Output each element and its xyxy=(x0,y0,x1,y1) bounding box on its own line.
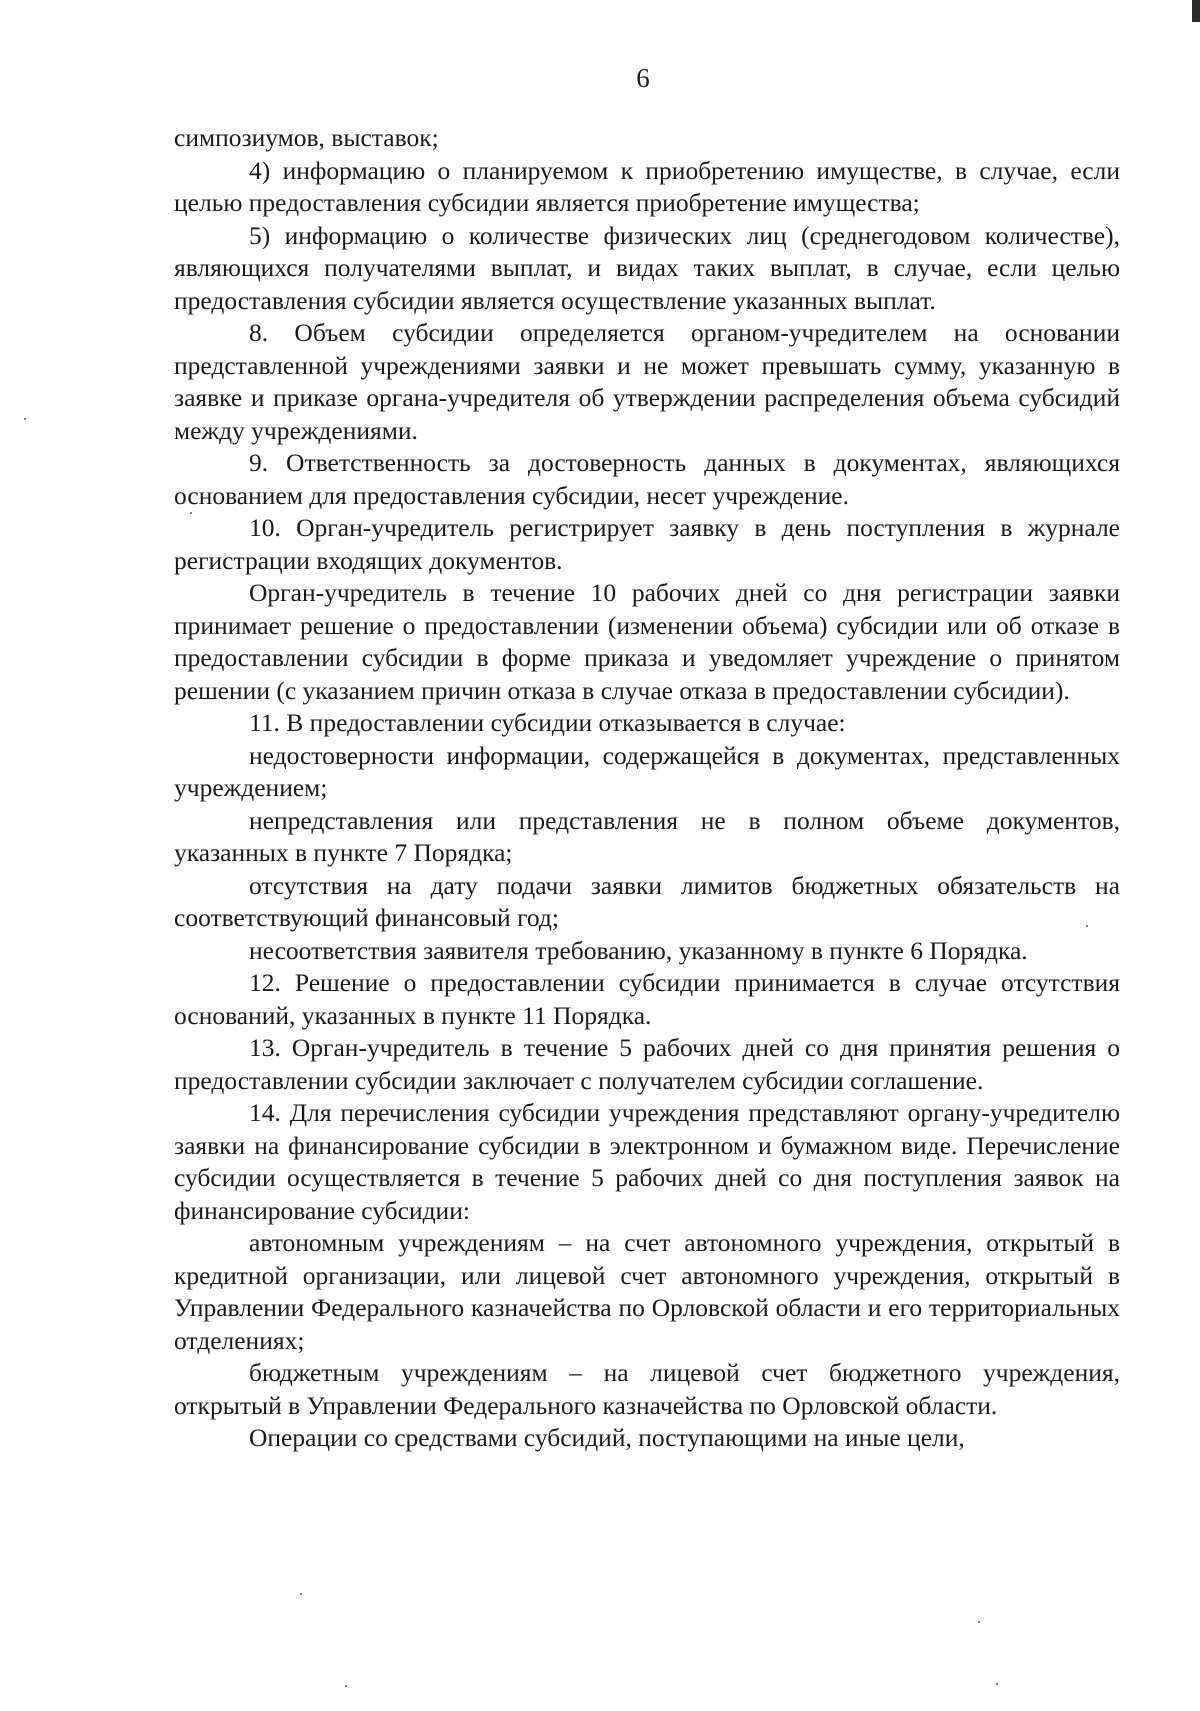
document-body xyxy=(174,122,1120,1455)
paragraph: отсутствия на дату подачи заявки лимитов бюджетных обязательств на соответствующий финансовый год; xyxy=(174,870,1120,932)
paragraph: 8. Объем субсидии определяется органом-учредителем на основании представленной учреждениями заявки и не может превышать сумму, указанную в заявке и приказе органа-учредителя об утверждении распределения объема субсидий между учреждениями. xyxy=(174,318,1120,445)
paragraph: 11. В предоставлении субсидии отказывается в случае: xyxy=(249,708,846,737)
paragraph: 13. Орган-учредитель в течение 5 рабочих дней со дня принятия решения о предоставлении субсидии заключает с получателем субсидии соглашение. xyxy=(174,1033,1120,1095)
paragraph: несоответствия заявителя требованию, указанному в пункте 6 Порядка. xyxy=(249,935,1028,965)
paragraph: непредставления или представления не в полном объеме документов, указанных в пункте 7 Порядка; xyxy=(174,805,1120,867)
paragraph: автономным учреждениям – на счет автономного учреждения, открытый в кредитной организации, или лицевой счет автономного учреждения, открытый в Управлении Федерального казначейства по Орловской области и его территориальных отделениях; xyxy=(174,1228,1120,1355)
page-number: 6 xyxy=(636,63,650,93)
scan-speck xyxy=(1086,925,1088,927)
paragraph: 14. Для перечисления субсидии учреждения представляют органу-учредителю заявки на финансирование субсидии в электронном и бумажном виде. Перечисление субсидии осуществляется в течение 5 рабочих дней со дня поступления заявок на финансирование субсидии: xyxy=(174,1098,1120,1225)
paragraph: недостоверности информации, содержащейся в документах, представленных учреждением; xyxy=(174,740,1120,802)
scan-speck xyxy=(190,512,192,514)
paragraph: 4) информацию о планируемом к приобретению имуществе, в случае, если целью предоставления субсидии является приобретение имущества; xyxy=(174,155,1120,217)
paragraph: симпозиумов, выставок; xyxy=(174,123,439,152)
paragraph: 12. Решение о предоставлении субсидии принимается в случае отсутствия оснований, указанных в пункте 11 Порядка. xyxy=(174,968,1120,1030)
paragraph: бюджетным учреждениям – на лицевой счет бюджетного учреждения, открытый в Управлении Федерального казначейства по Орловской области. xyxy=(174,1358,1120,1420)
paragraph: 10. Орган-учредитель регистрирует заявку в день поступления в журнале регистрации входящих документов. xyxy=(174,513,1120,575)
paragraph: 5) информацию о количестве физических лиц (среднегодовом количестве), являющихся получателями выплат, и видах таких выплат, в случае, если целью предоставления субсидии является осуществление указанных выплат. xyxy=(174,220,1120,315)
scan-speck xyxy=(978,1621,980,1623)
scan-edge-mark xyxy=(1192,0,1200,22)
paragraph: Орган-учредитель в течение 10 рабочих дней со дня регистрации заявки принимает решение о предоставлении (изменении объема) субсидии или об отказе в предоставлении субсидии в форме приказа и уведомляет учреждение о принятом решении (с указанием причин отказа в случае отказа в предоставлении субсидии). xyxy=(174,578,1120,705)
scan-speck xyxy=(24,418,26,420)
paragraph: 9. Ответственность за достоверность данных в документах, являющихся основанием для предоставления субсидии, несет учреждение. xyxy=(174,448,1120,510)
scan-speck xyxy=(345,1685,347,1687)
scan-speck xyxy=(996,1683,998,1685)
scan-speck xyxy=(300,1593,302,1595)
paragraph: Операции со средствами субсидий, поступающими на иные цели, xyxy=(249,1423,965,1452)
